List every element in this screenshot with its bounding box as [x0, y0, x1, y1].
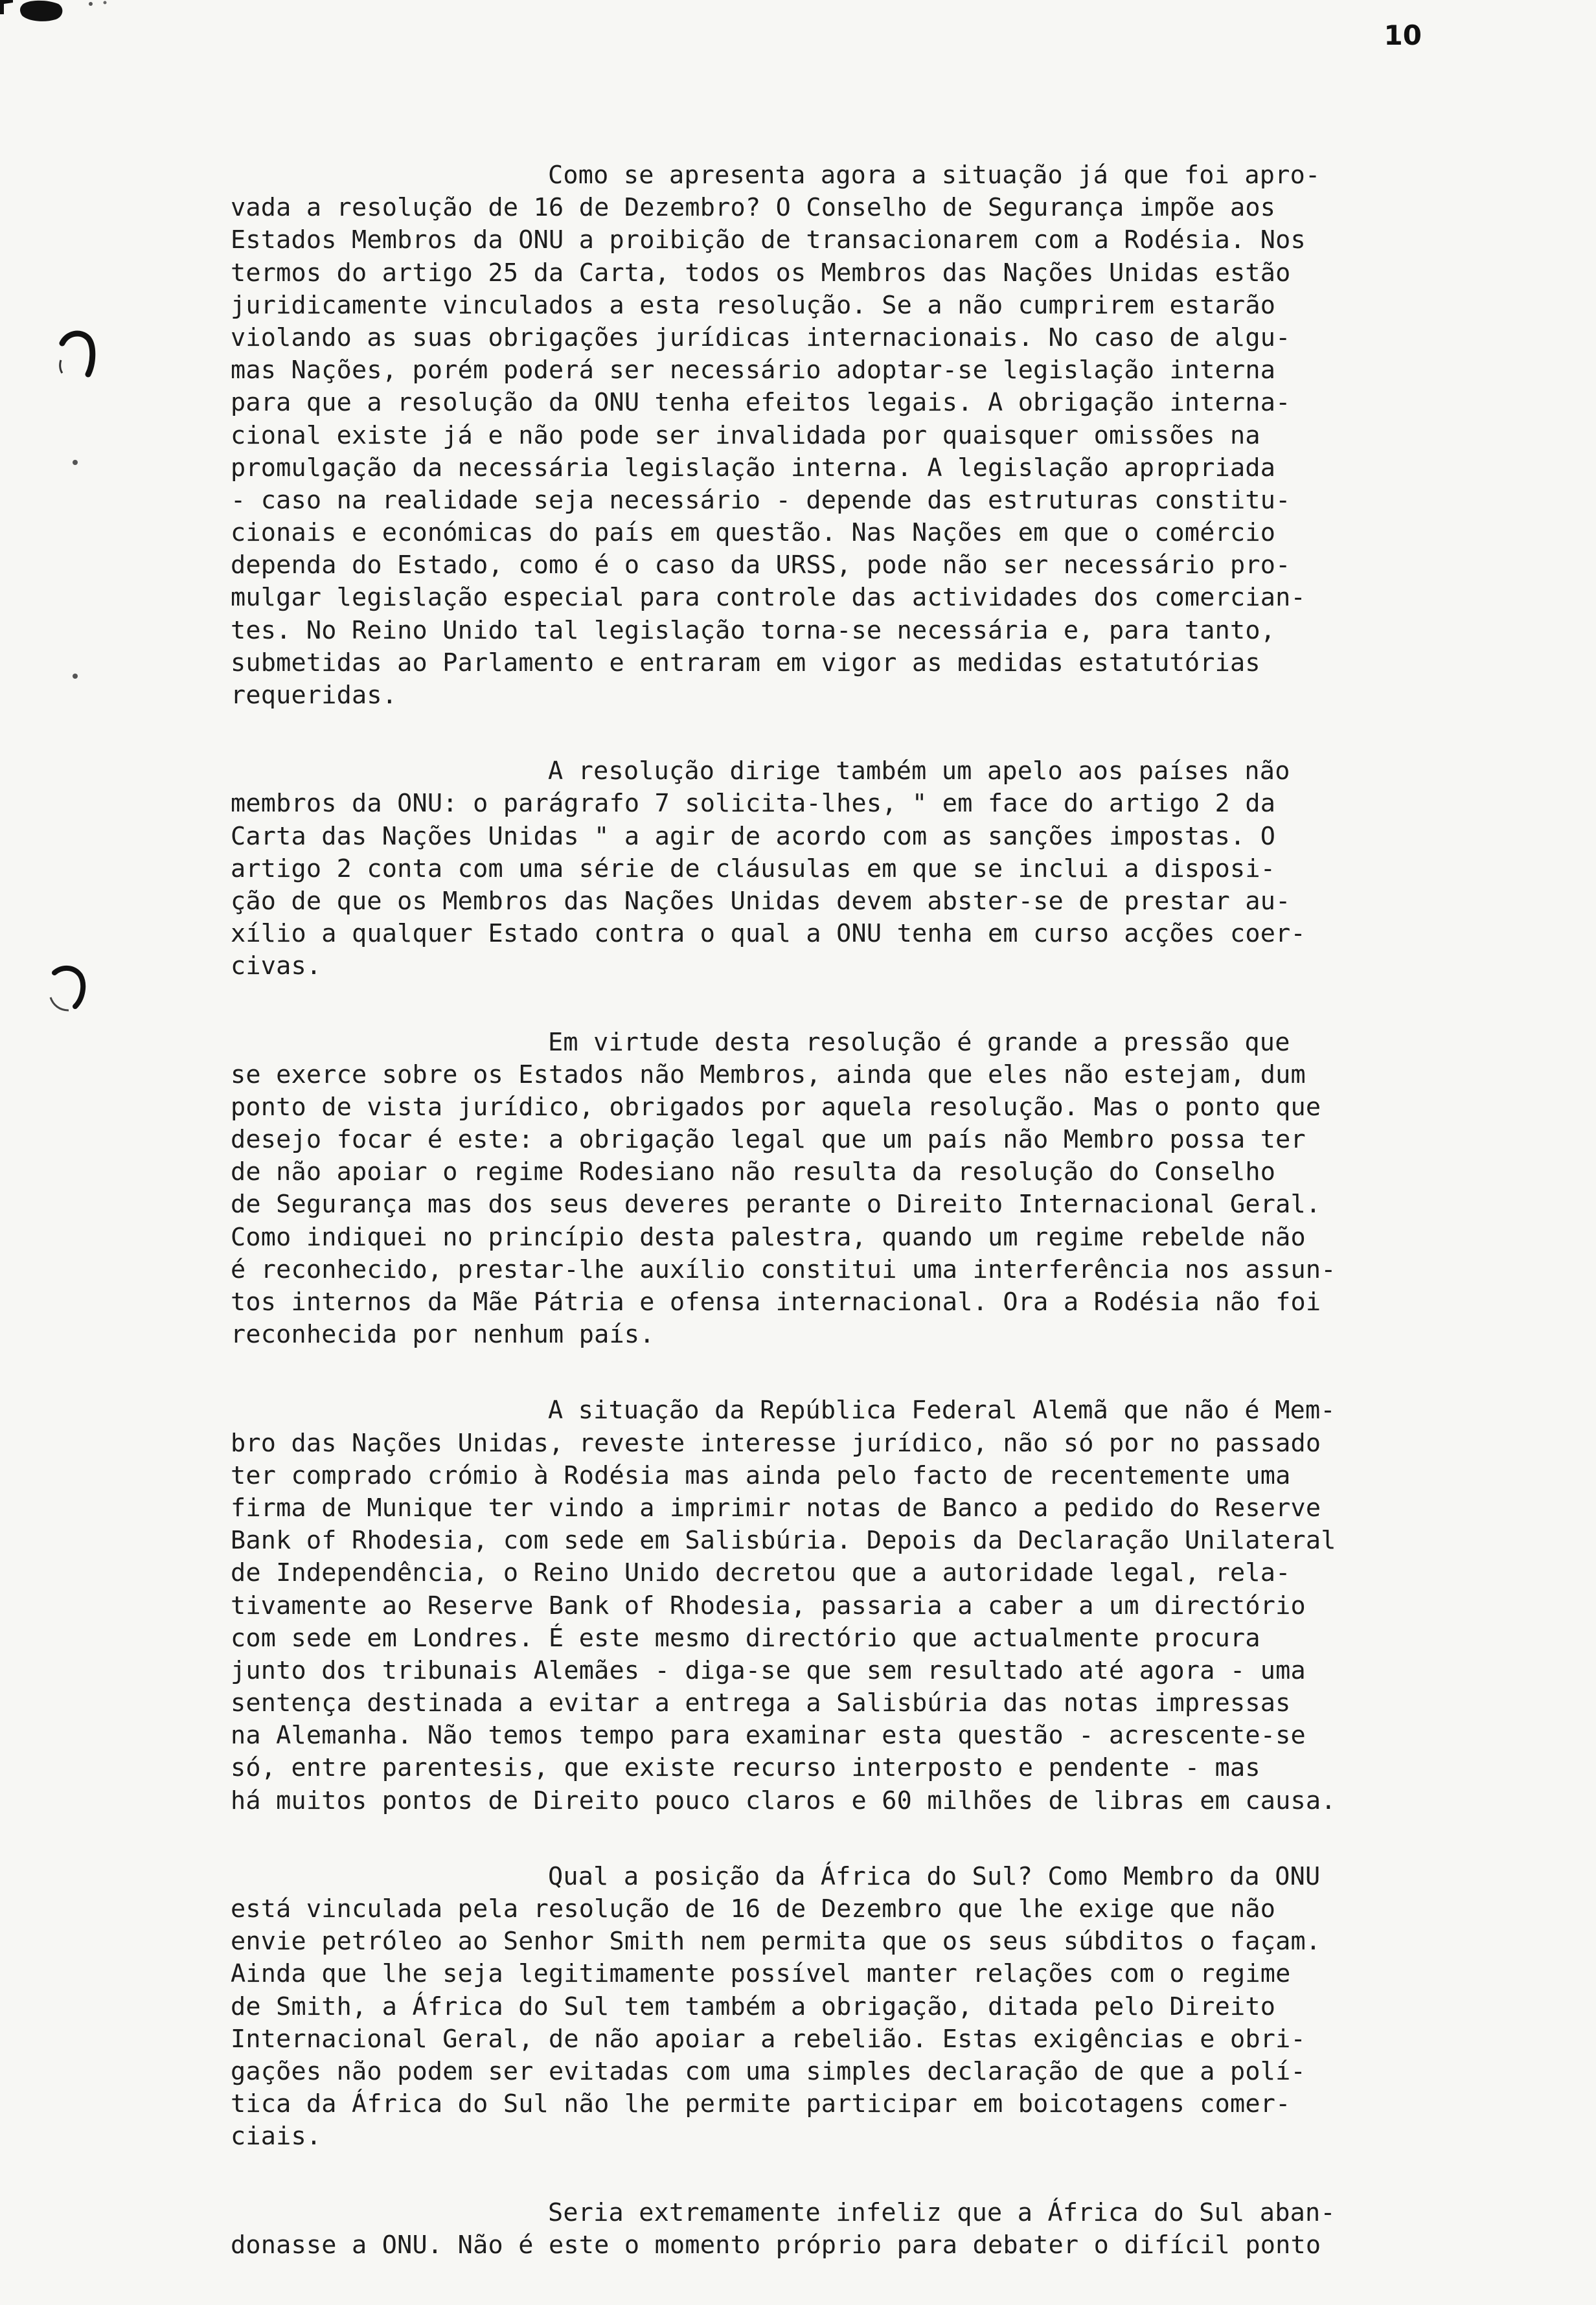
text-line: membros da ONU: o parágrafo 7 solicita-lhes, " em face do artigo 2 da — [231, 789, 1276, 819]
ink-blot — [0, 0, 136, 28]
text-line: xílio a qualquer Estado contra o qual a ONU tenha em curso acções coer- — [231, 919, 1306, 949]
text-line: cional existe já e não pode ser invalidada por quaisquer omissões na — [231, 420, 1260, 450]
text-line: requeridas. — [231, 681, 398, 710]
text-line: submetidas ao Parlamento e entraram em vigor as medidas estatutórias — [231, 648, 1260, 677]
text-line: cionais e económicas do país em questão. Nas Nações em que o comércio — [231, 518, 1276, 548]
paragraph — [231, 755, 1396, 982]
text-line: termos do artigo 25 da Carta, todos os Membros das Nações Unidas estão — [231, 258, 1291, 288]
text-line: Carta das Nações Unidas " a agir de acordo com as sanções impostas. O — [231, 821, 1276, 851]
text-line: - caso na realidade seja necessário - depende das estruturas constitu- — [231, 485, 1291, 515]
text-line: tivamente ao Reserve Bank of Rhodesia, passaria a caber a um directório — [231, 1591, 1306, 1620]
scan-speck — [73, 460, 78, 465]
text-line: tica da África do Sul não lhe permite participar em boicotagens comer- — [231, 2089, 1291, 2119]
text-line: Internacional Geral, de não apoiar a rebelião. Estas exigências e obri- — [231, 2024, 1306, 2054]
paragraph — [231, 1394, 1396, 1817]
text-line: dependa do Estado, como é o caso da URSS, pode não ser necessário pro- — [231, 551, 1291, 580]
text-line: só, entre parentesis, que existe recurso interposto e pendente - mas — [231, 1753, 1260, 1783]
text-line: Ainda que lhe seja legitimamente possível manter relações com o regime — [231, 1959, 1291, 1989]
text-line: reconhecida por nenhum país. — [231, 1320, 655, 1350]
paragraph — [231, 2197, 1396, 2262]
text-line: Seria extremamente infeliz que a África do Sul aban- — [548, 2197, 1336, 2227]
punch-hole-mark — [47, 959, 92, 1017]
text-line: na Alemanha. Não temos tempo para examinar esta questão - acrescente-se — [231, 1721, 1306, 1751]
text-line: bro das Nações Unidas, reveste interesse jurídico, não só por no passado — [231, 1428, 1321, 1458]
text-line: desejo focar é este: a obrigação legal que um país não Membro possa ter — [231, 1125, 1306, 1155]
text-line: mulgar legislação especial para controle das actividades dos comercian- — [231, 583, 1306, 613]
text-line: de Smith, a África do Sul tem também a obrigação, ditada pelo Direito — [231, 1992, 1276, 2021]
text-line: civas. — [231, 951, 322, 981]
text-line: violando as suas obrigações jurídicas internacionais. No caso de algu- — [231, 323, 1291, 352]
text-line: artigo 2 conta com uma série de cláusulas em que se inclui a disposi- — [231, 854, 1276, 883]
paragraph — [231, 1861, 1396, 2153]
text-line: envie petróleo ao Senhor Smith nem permita que os seus súbditos o façam. — [231, 1927, 1321, 1957]
text-line: ção de que os Membros das Nações Unidas devem abster-se de prestar au- — [231, 886, 1291, 916]
body-text — [231, 159, 1396, 2305]
paragraph — [231, 159, 1396, 712]
text-line: de Independência, o Reino Unido decretou que a autoridade legal, rela- — [231, 1558, 1291, 1588]
text-line: tos internos da Mãe Pátria e ofensa internacional. Ora a Rodésia não foi — [231, 1288, 1321, 1317]
text-line: ter comprado crómio à Rodésia mas ainda pelo facto de recentemente uma — [231, 1460, 1291, 1490]
text-line: Bank of Rhodesia, com sede em Salisbúria. Depois da Declaração Unilateral — [231, 1526, 1336, 1556]
text-line: A situação da República Federal Alemã que não é Mem- — [548, 1396, 1336, 1425]
text-line: A resolução dirige também um apelo aos países não — [548, 756, 1290, 786]
text-line: com sede em Londres. É este mesmo directório que actualmente procura — [231, 1623, 1260, 1653]
text-line: donasse a ONU. Não é este o momento próprio para debater o difícil ponto — [231, 2230, 1321, 2260]
text-line: tes. No Reino Unido tal legislação torna-se necessária e, para tanto, — [231, 615, 1276, 645]
text-line: ponto de vista jurídico, obrigados por aquela resolução. Mas o ponto que — [231, 1092, 1321, 1122]
page-number: 10 — [1384, 19, 1422, 51]
text-line: Como indiquei no princípio desta palestra, quando um regime rebelde não — [231, 1222, 1306, 1252]
text-line: promulgação da necessária legislação interna. A legislação apropriada — [231, 453, 1276, 483]
text-line: de Segurança mas dos seus deveres perante o Direito Internacional Geral. — [231, 1190, 1321, 1220]
text-line: gações não podem ser evitadas com uma simples declaração de que a polí- — [231, 2056, 1306, 2086]
text-line: juridicamente vinculados a esta resolução. Se a não cumprirem estarão — [231, 290, 1276, 320]
text-line: Qual a posição da África do Sul? Como Membro da ONU — [548, 1861, 1321, 1891]
text-line: sentença destinada a evitar a entrega a Salisbúria das notas impressas — [231, 1688, 1291, 1718]
text-line: Estados Membros da ONU a proibição de transacionarem com a Rodésia. Nos — [231, 225, 1306, 255]
text-line: é reconhecido, prestar-lhe auxílio constitui uma interferência nos assun- — [231, 1255, 1336, 1284]
text-line: firma de Munique ter vindo a imprimir notas de Banco a pedido do Reserve — [231, 1493, 1321, 1523]
text-line: Como se apresenta agora a situação já que foi apro- — [548, 161, 1321, 190]
text-line: junto dos tribunais Alemães - diga-se que sem resultado até agora - uma — [231, 1655, 1306, 1685]
text-line: mas Nações, porém poderá ser necessário adoptar-se legislação interna — [231, 356, 1276, 385]
paragraph — [231, 1027, 1396, 1352]
text-line: se exerce sobre os Estados não Membros, ainda que eles não estejam, dum — [231, 1060, 1306, 1089]
text-line: há muitos pontos de Direito pouco claros e 60 milhões de libras em causa. — [231, 1786, 1336, 1815]
text-line: ciais. — [231, 2122, 322, 2152]
scan-speck — [73, 674, 78, 679]
text-line: Em virtude desta resolução é grande a pressão que — [548, 1027, 1290, 1057]
text-line: está vinculada pela resolução de 16 de Dezembro que lhe exige que não — [231, 1894, 1276, 1924]
text-line: vada a resolução de 16 de Dezembro? O Conselho de Segurança impõe aos — [231, 193, 1276, 223]
text-line: para que a resolução da ONU tenha efeitos legais. A obrigação interna- — [231, 388, 1291, 418]
punch-hole-mark — [53, 324, 98, 382]
text-line: de não apoiar o regime Rodesiano não resulta da resolução do Conselho — [231, 1157, 1276, 1187]
